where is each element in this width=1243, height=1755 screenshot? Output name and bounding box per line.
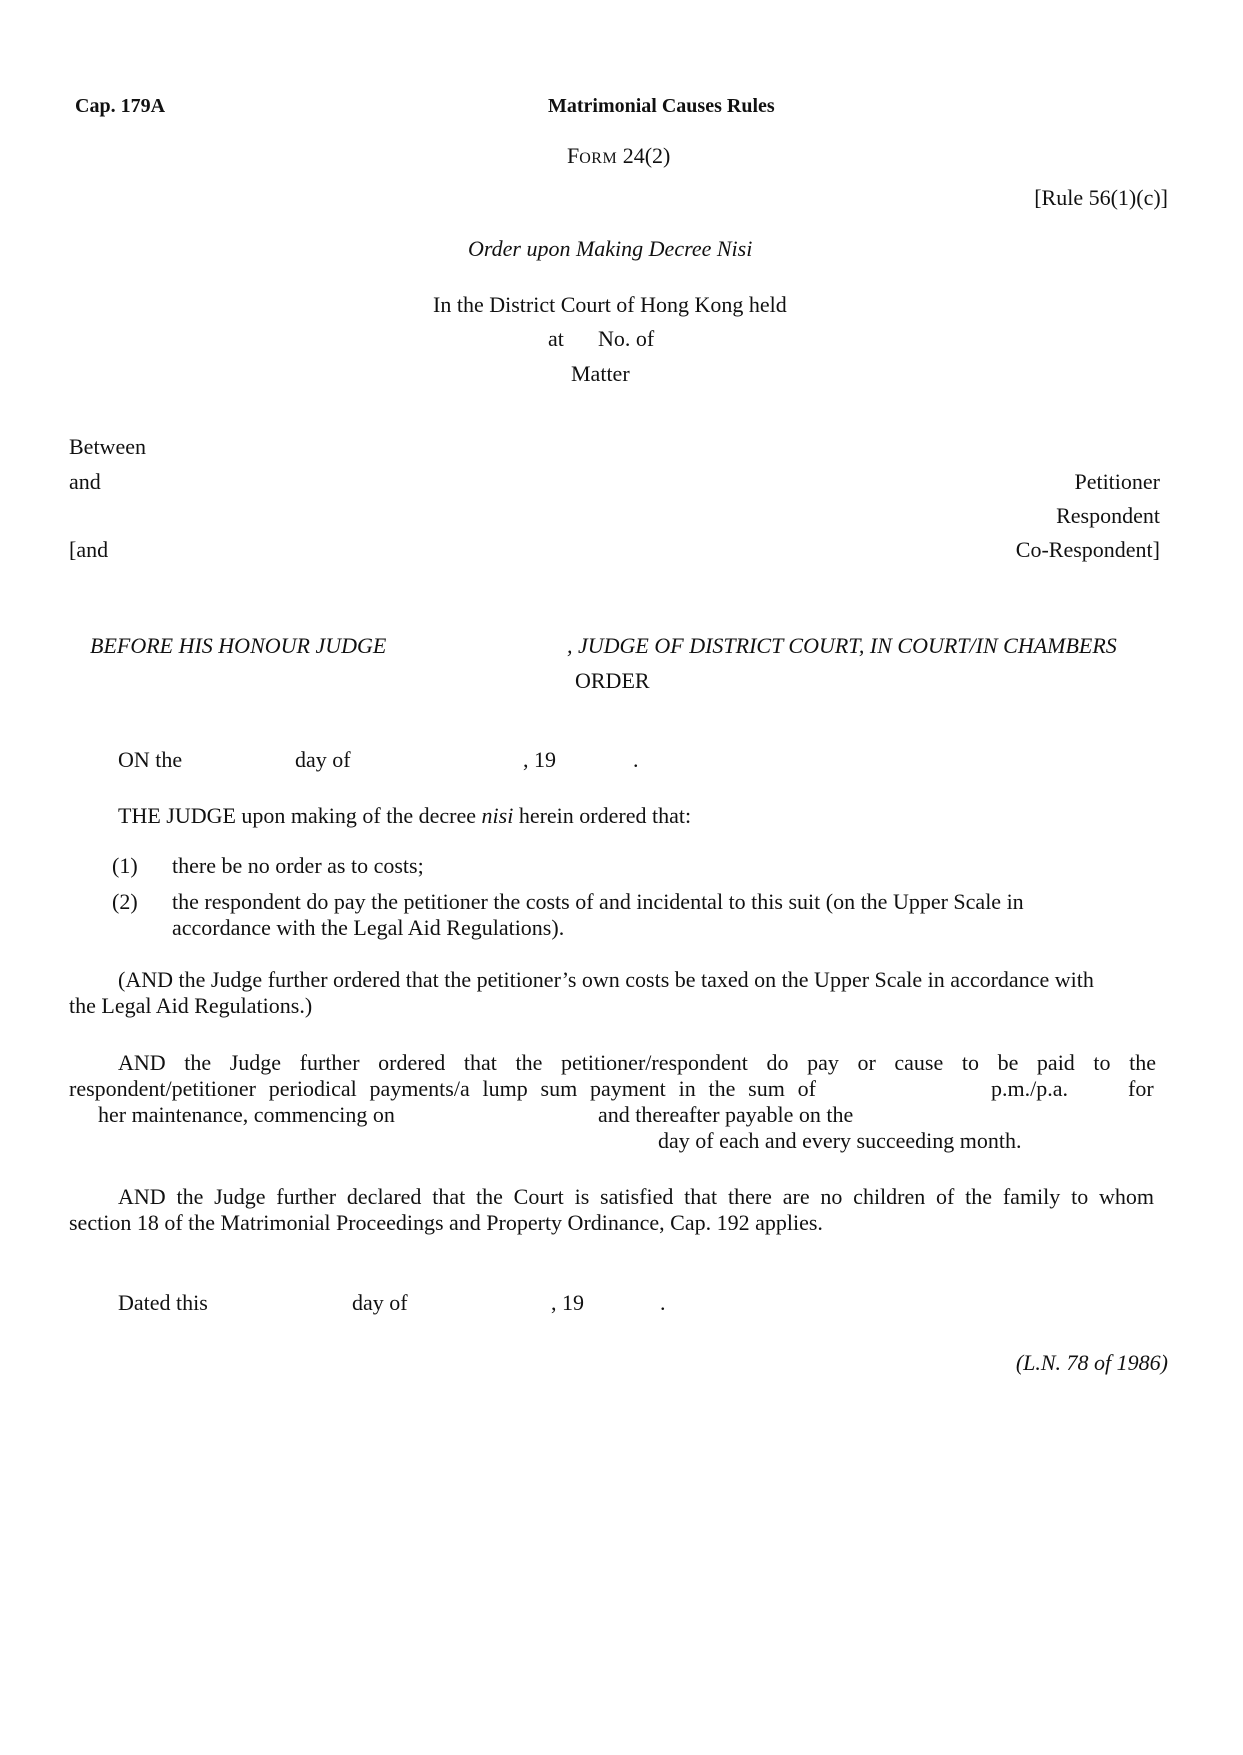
and-label: and: [69, 469, 101, 494]
legal-aid-line-1: (AND the Judge further ordered that the petitioner’s own costs be taxed on the Upper Scale in accordance with: [118, 967, 1094, 992]
payment-for: for: [1128, 1076, 1154, 1101]
legal-aid-line-2: the Legal Aid Regulations.): [69, 993, 313, 1018]
form-label-first: F: [567, 143, 580, 168]
rule-reference: [Rule 56(1)(c)]: [1034, 185, 1168, 210]
judge-title: , JUDGE OF DISTRICT COURT, IN COURT/IN CHAMBERS: [567, 633, 1117, 658]
judge-ordered-line: [118, 803, 691, 828]
form-label: [567, 143, 670, 168]
item-2-line-2: accordance with the Legal Aid Regulations).: [172, 915, 565, 940]
before-judge: BEFORE HIS HONOUR JUDGE: [90, 633, 387, 658]
payment-line-3b: and thereafter payable on the: [598, 1102, 854, 1127]
document-title: Matrimonial Causes Rules: [548, 95, 775, 117]
form-label-rest: ORM: [579, 150, 618, 167]
between-label: Between: [69, 434, 146, 459]
date-end-dot: .: [633, 747, 639, 772]
court-matter: Matter: [571, 361, 630, 386]
and-bracket-label: [and: [69, 537, 109, 562]
item-1-text: there be no order as to costs;: [172, 853, 424, 878]
form-title: Order upon Making Decree Nisi: [468, 236, 753, 261]
legal-notice-citation: (L.N. 78 of 1986): [1015, 1350, 1168, 1375]
item-1-number: (1): [112, 853, 138, 878]
dated-this-label: Dated this: [118, 1290, 208, 1315]
form-number: 24(2): [622, 143, 671, 168]
court-no-of: No. of: [598, 326, 655, 351]
dated-day-of-label: day of: [352, 1290, 408, 1315]
declared-line-2: section 18 of the Matrimonial Proceedings and Property Ordinance, Cap. 192 applies.: [69, 1210, 823, 1235]
order-heading: ORDER: [575, 668, 650, 693]
dated-end-dot: .: [660, 1290, 666, 1315]
payment-pmpa: p.m./p.a.: [991, 1076, 1068, 1101]
dated-year-label: , 19: [551, 1290, 584, 1315]
respondent-label: Respondent: [1056, 503, 1160, 528]
on-the-label: ON the: [118, 747, 183, 772]
item-2-line-1: the respondent do pay the petitioner the costs of and incidental to this suit (on the Upper Scale in: [172, 889, 1024, 914]
petitioner-label: Petitioner: [1074, 469, 1160, 494]
court-at: at: [548, 326, 564, 351]
court-line: In the District Court of Hong Kong held: [433, 292, 787, 317]
payment-line-4: day of each and every succeeding month.: [658, 1128, 1022, 1153]
payment-line-3a: her maintenance, commencing on: [98, 1102, 395, 1127]
nisi-word: nisi: [481, 803, 514, 828]
judge-line-end: herein ordered that:: [513, 803, 692, 828]
chapter-number: Cap. 179A: [75, 95, 166, 117]
payment-line-2a: respondent/petitioner periodical payments/a lump sum payment in the sum of: [69, 1076, 816, 1101]
judge-line-start: THE JUDGE upon making of the decree: [118, 803, 482, 828]
declared-line-1: AND the Judge further declared that the Court is satisfied that there are no children of the family to whom: [118, 1184, 1154, 1209]
payment-line-1: AND the Judge further ordered that the petitioner/respondent do pay or cause to be paid to the: [118, 1050, 1156, 1075]
item-2-number: (2): [112, 889, 138, 914]
year-label: , 19: [523, 747, 556, 772]
day-of-label: day of: [295, 747, 351, 772]
co-respondent-label: Co-Respondent]: [1015, 537, 1160, 562]
